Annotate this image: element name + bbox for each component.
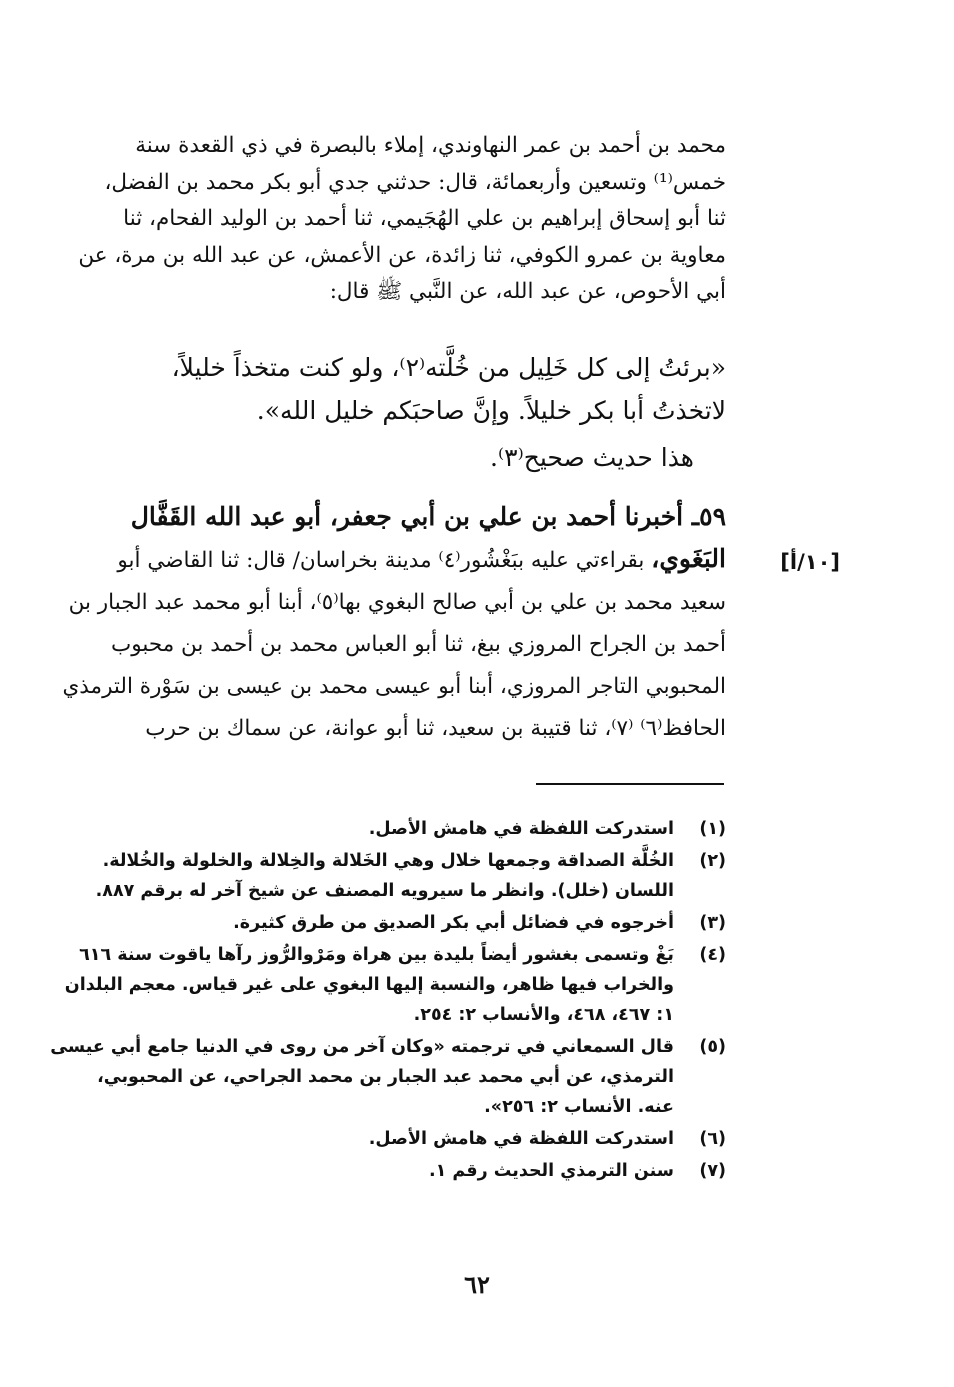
footnote-text: [104, 814, 674, 844]
footnote-text: [104, 1156, 674, 1186]
footnote-text: [104, 1124, 674, 1154]
entry-line: الحافظ⁽٦⁾ ⁽٧⁾، ثنا قتيبة بن سعيد، ثنا أبو عوانة، عن سماك بن حرب: [145, 716, 726, 741]
footnote: [95, 846, 726, 906]
body-line: خمس⁽¹⁾ وتسعين وأربعمائة، قال: حدثني جدي أبو بكر محمد بن الفضل،: [104, 169, 726, 195]
footnote: [104, 814, 726, 844]
footnote-text: [96, 846, 674, 906]
footnote-line: بَغْ وتسمى بغشور أيضاً بليدة بين هراة ومَرْوالرُّوز رآها ياقوت سنة ٦١٦: [79, 945, 674, 965]
hadith-line: لاتخذتُ أبا بكر خليلاً. وإنَّ صاحبَكم خليل الله».: [256, 396, 726, 425]
footnote-text: [50, 1032, 674, 1122]
footnote-number: (٤): [699, 945, 726, 965]
body-line: معاوية بن عمرو الكوفي، ثنا زائدة، عن الأعمش، عن عبد الله بن مرة، عن: [78, 242, 726, 268]
footnote-line: ١: ٤٦٧، ٤٦٨، والأنساب ٢: ٢٥٤.: [413, 1005, 674, 1025]
footnote-line: والخراب فيها ظاهر، والنسبة إليها البغوي على غير قياس. معجم البلدان: [64, 975, 674, 995]
footnote-number: (٣): [699, 913, 726, 933]
entry-line: سعيد محمد بن علي بن أبي صالح البغوي بها⁽٥⁾، أبنا أبو محمد عبد الجبار بن: [68, 590, 726, 615]
footnote: [50, 1032, 726, 1122]
hadith-entry-59: [62, 496, 726, 750]
hadith-line: «برئتُ إلى كل خَلِيل من خُلَّته⁽٢⁾، ولو كنت متخذاً خليلاً،: [171, 353, 726, 382]
hadith-ruling: هذا حديث صحيح⁽٣⁾.: [490, 443, 694, 472]
footnote-line: الترمذي، عن أبي محمد عبد الجبار بن محمد الجراحي، عن المحبوبي،: [97, 1067, 674, 1087]
footnote: [104, 1156, 726, 1186]
footnotes: [50, 814, 726, 1188]
footnote: [104, 908, 726, 938]
footnote-number: (٥): [699, 1037, 726, 1057]
footnote-text: [65, 940, 674, 1030]
footnote-line: أخرجوه في فضائل أبي بكر الصديق من طرق كثيرة.: [233, 913, 674, 933]
body-line: محمد بن أحمد بن عمر النهاوندي، إملاء بالبصرة في ذي القعدة سنة: [135, 133, 726, 158]
footnote-line: استدركت اللفظة في هامش الأصل.: [368, 819, 674, 839]
entry-line-text: بقراءتي عليه ببَغْشُور⁽٤⁾ مدينة بخراسان/ قال: ثنا القاضي أبو: [117, 548, 645, 573]
entry-line: [104, 538, 726, 582]
footnote: [64, 940, 726, 1030]
body-line: ثنا أبو إسحاق إبراهيم بن علي الهُجَيمي، ثنا أحمد بن الوليد الفحام، ثنا: [123, 206, 726, 232]
footnote-number: (٧): [699, 1161, 726, 1181]
body-paragraph: [78, 128, 726, 311]
footnote-line: قال السمعاني في ترجمته «وكان آخر من روى في الدنيا جامع أبي عيسى: [50, 1037, 674, 1057]
hadith-text: [104, 346, 726, 432]
body-line: أبي الأحوص، عن عبد الله، عن النَّبي ﷺ قال:: [329, 279, 726, 305]
footnote-line: عنه. الأنساب ٢: ٢٥٦».: [484, 1097, 674, 1117]
footnote: [104, 1124, 726, 1154]
footnote-separator: [536, 783, 724, 785]
footnote-number: (٢): [699, 851, 726, 871]
page-number: ٦٢: [464, 1270, 490, 1299]
footnote-number: (١): [699, 819, 726, 839]
entry-heading: ٥٩ـ أخبرنا أحمد بن علي بن أبي جعفر، أبو عبد الله القَفَّال: [130, 502, 726, 531]
footnote-line: استدركت اللفظة في هامش الأصل.: [368, 1129, 674, 1149]
footnote-line: الخُلَّة الصداقة وجمعها خلال وهي الخَلالة والخِلالة والخلولة والخُلالة.: [102, 851, 674, 871]
footnote-line: اللسان (خلل). وانظر ما سيرويه المصنف عن شيخ آخر له برقم ٨٨٧.: [95, 881, 674, 901]
manuscript-folio-reference: [١٠/أ]: [780, 550, 840, 574]
entry-line: المحبوبي التاجر المروزي، أبنا أبو عيسى محمد بن عيسى بن سَوْرة الترمذي: [62, 674, 726, 699]
entry-line: أحمد بن الجراح المروزي ببغ، ثنا أبو العباس محمد بن أحمد بن محبوب: [110, 632, 726, 657]
footnote-text: [104, 908, 674, 938]
footnote-line: سنن الترمذي الحديث رقم ١.: [428, 1161, 674, 1181]
footnote-number: (٦): [699, 1129, 726, 1149]
entry-nisba: البَغَوي،: [651, 544, 726, 573]
